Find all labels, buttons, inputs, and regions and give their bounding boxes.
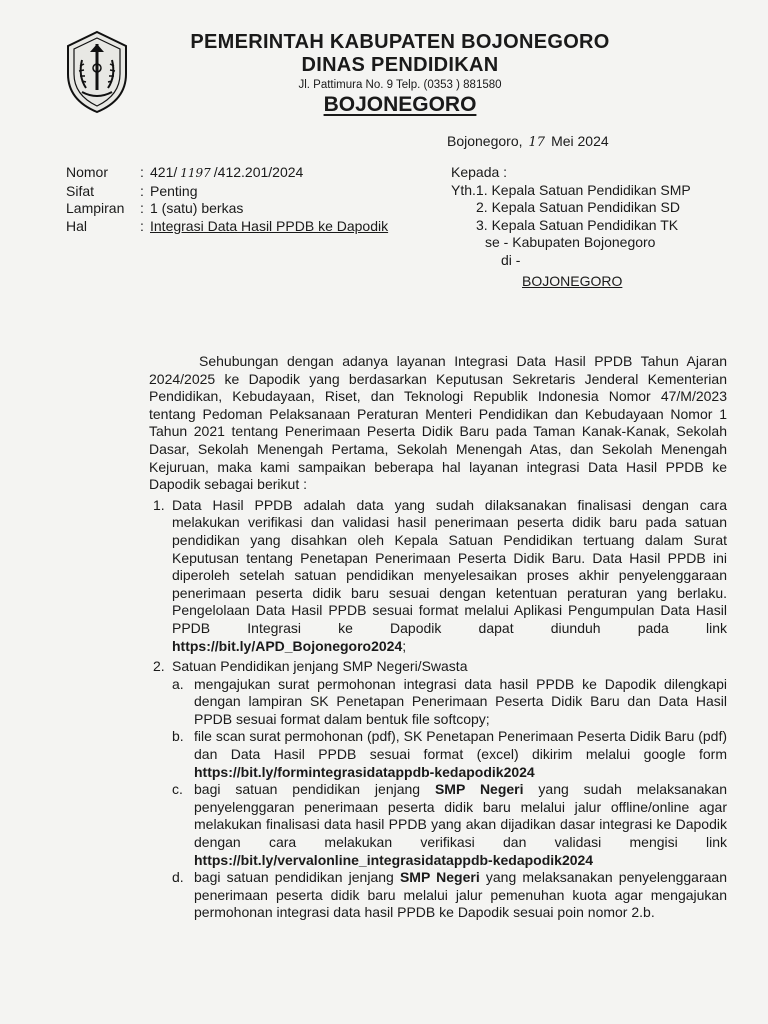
letterhead-department: DINAS PENDIDIKAN bbox=[301, 54, 499, 76]
meta-hal: Hal : Integrasi Data Hasil PPDB ke Dapodik bbox=[66, 217, 389, 234]
list-item-1: 1. Data Hasil PPDB adalah data yang sudah dilaksanakan finalisasi dengan cara melakukan verifikasi dan validasi hasil penerimaan peserta didik baru pada satuan pendidikan yang disahkan oleh Kepala Satuan Pendidikan tertuang dalam Surat Keputusan tentang Penetapan Penerimaan Peserta Didik Baru. Data Hasil PPDB ini diperoleh setelah satuan pendidikan menyelesaikan proses akhir penyelenggaraan penerimaan peserta didik baru sesuai dengan ketentuan peraturan yang berlaku. Pengelolaan Data Hasil PPDB sesuai format melalui Aplikasi Pengumpulan Data Hasil PPDB Integrasi ke Dapodik dapat diunduh pada link https://bit.ly/APD_Bojonegoro2024; bbox=[153, 496, 727, 654]
verval-online-link[interactable]: https://bit.ly/vervalonline_integrasidatappdb-kedapodik2024 bbox=[194, 851, 594, 868]
recipient-2: 2. Kepala Satuan Pendidikan SD bbox=[476, 199, 680, 215]
recipient-1: Yth.1. Kepala Satuan Pendidikan SMP bbox=[451, 181, 691, 198]
sub-item-a: a. mengajukan surat permohonan integrasi data hasil PPDB ke Dapodik dilengkapi dengan lampiran SK Penetapan Penerimaan Peserta Didik Baru dan Data Hasil PPDB sesuai format dalam bentuk file softcopy; bbox=[172, 675, 727, 727]
sub-item-b: b. file scan surat permohonan (pdf), SK Penetapan Penerimaan Peserta Didik Baru (pdf) dan Data Hasil PPDB sesuai format (excel) dikirim melalui google form https://bit.ly/formintegrasidatappdb-kedapodik2024 bbox=[172, 728, 727, 780]
recipients-block bbox=[451, 164, 691, 291]
recipient-di: di - bbox=[501, 251, 521, 268]
letterhead-government: PEMERINTAH KABUPATEN BOJONEGORO bbox=[190, 31, 610, 53]
kepada-label: Kepada : bbox=[451, 164, 508, 180]
sub-item-d: d. bagi satuan pendidikan jenjang SMP Negeri yang melaksanakan penyelenggaraan penerimaan peserta didik baru melalui jalur pemenuhan kuota agar mengajukan permohonan integrasi data hasil PPDB ke Dapodik sesuai poin nomor 2.b. bbox=[172, 869, 727, 921]
intro-paragraph: Sehubungan dengan adanya layanan Integrasi Data Hasil PPDB Tahun Ajaran 2024/2025 ke Dapodik yang berdasarkan Keputusan Sekretaris Jenderal Kementerian Pendidikan, Kebudayaan, Riset, dan Teknologi Republik Indonesia Nomor 47/M/2023 tentang Pedoman Pelaksanaan Peraturan Menteri Pendidikan dan Kebudayaan Nomor 1 Tahun 2021 tentang Penerimaan Peserta Didik Baru pada Taman Kanak-Kanak, Sekolah Dasar, Sekolah Menengah Pertama, Sekolah Menengah Atas, dan Sekolah Menengah Kejuruan, maka kami sampaikan beberapa hal layanan integrasi Data Hasil PPDB ke Dapodik sebagai berikut : bbox=[149, 353, 727, 493]
list-item-2: 2. Satuan Pendidikan jenjang SMP Negeri/Swasta a. mengajukan surat permohonan integrasi data hasil PPDB ke Dapodik dilengkapi dengan lampiran SK Penetapan Penerimaan Peserta Didik Baru dan Data Hasil PPDB sesuai format dalam bentuk file softcopy; b. file scan surat permohonan (pdf), SK Penetapan Penerimaan Peserta Didik Baru (pdf) dan Data Hasil PPDB sesuai format (excel) dikirim melalui google form https://bit.ly/formintegrasidatappdb-kedapodik2024 c. bagi satuan pendidikan jenjang SMP Negeri yang sudah melaksanakan penyelenggaran penerimaan peserta didik baru melalui jalur offline/online agar melakukan finalisasi data hasil PPDB yang akan dijadikan dasar integrasi ke Dapodik dengan cara melakukan verifikasi dan validasi mengisi link https://bit.ly/vervalonline_integrasidatappdb-kedapodik2024 d. bagi satuan pendidikan jenjang SMP Negeri yang melaksanakan penyelenggaraan penerimaan peserta didik baru melalui jalur pemenuhan kuota agar mengajukan permohonan integrasi data hasil PPDB ke Dapodik sesuai poin nomor 2.b. bbox=[153, 658, 728, 921]
letter-body bbox=[149, 353, 727, 922]
recipient-area: se - Kabupaten Bojonegoro bbox=[485, 234, 656, 250]
bojonegoro-emblem-logo bbox=[64, 30, 130, 114]
letter-date: Bojonegoro, 17 Mei 2024 bbox=[447, 133, 609, 150]
nomor-handwritten: 1197 bbox=[180, 166, 211, 180]
meta-nomor: Nomor : 421/ 1197 /412.201/2024 bbox=[66, 164, 304, 180]
recipient-3: 3. Kepala Satuan Pendidikan TK bbox=[476, 216, 679, 233]
apd-download-link[interactable]: https://bit.ly/APD_Bojonegoro2024 bbox=[172, 637, 403, 654]
meta-lampiran: Lampiran : 1 (satu) berkas bbox=[66, 200, 244, 216]
letterhead-address: Jl. Pattimura No. 9 Telp. (0353 ) 881580 bbox=[298, 79, 502, 91]
meta-sifat: Sifat : Penting bbox=[66, 182, 198, 199]
letterhead-city: BOJONEGORO bbox=[323, 93, 477, 116]
letter-meta bbox=[66, 164, 388, 235]
recipient-city: BOJONEGORO bbox=[522, 273, 623, 289]
date-day-handwritten: 17 bbox=[528, 135, 546, 150]
google-form-link[interactable]: https://bit.ly/formintegrasidatappdb-kedapodik2024 bbox=[194, 763, 535, 780]
sub-item-c: c. bagi satuan pendidikan jenjang SMP Negeri yang sudah melaksanakan penyelenggaran penerimaan peserta didik baru melalui jalur offline/online agar melakukan finalisasi data hasil PPDB yang akan dijadikan dasar integrasi ke Dapodik dengan cara melakukan verifikasi dan validasi mengisi link https://bit.ly/vervalonline_integrasidatappdb-kedapodik2024 bbox=[172, 781, 728, 868]
